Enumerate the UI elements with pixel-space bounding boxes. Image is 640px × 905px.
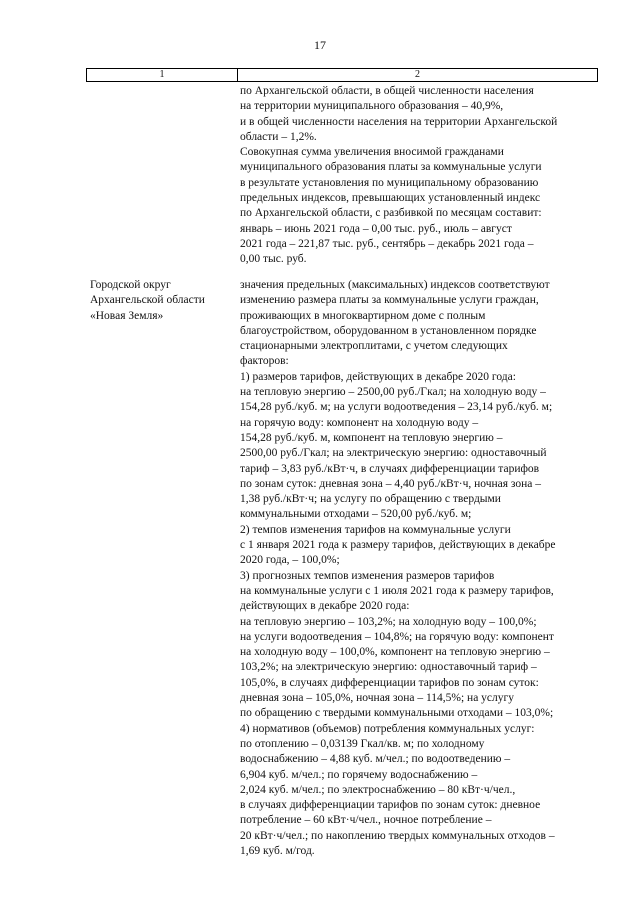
table-header-row bbox=[86, 68, 598, 82]
text-line: 154,28 руб./куб. м, компонент на тепловую энергию – bbox=[240, 431, 503, 444]
text-line: коммунальными отходами – 520,00 руб./куб. м; bbox=[240, 508, 472, 521]
text-line: проживающих в многоквартирном доме с полным bbox=[240, 309, 486, 322]
table-header-col2: 2 bbox=[415, 69, 420, 80]
municipality-name-line: «Новая Земля» bbox=[90, 309, 164, 322]
text-line: значения предельных (максимальных) индексов соответствуют bbox=[240, 279, 550, 291]
text-line: на территории муниципального образования – 40,9%, bbox=[240, 100, 504, 113]
row1-text-column bbox=[240, 84, 602, 268]
text-line: на тепловую энергию – 2500,00 руб./Гкал; на холодную воду – bbox=[240, 386, 546, 399]
text-line: на горячую воду: компонент на холодную воду – bbox=[240, 416, 479, 429]
text-line: на коммунальные услуги с 1 июля 2021 года к размеру тарифов, bbox=[240, 584, 554, 597]
text-line: 4) нормативов (объемов) потребления коммунальных услуг: bbox=[240, 722, 535, 735]
text-line: 2020 года, – 100,0%; bbox=[240, 554, 340, 567]
table-header-col1: 1 bbox=[87, 69, 238, 81]
text-line: водоснабжению – 4,88 куб. м/чел.; по водоотведению – bbox=[240, 753, 511, 766]
text-line: с 1 января 2021 года к размеру тарифов, действующих в декабре bbox=[240, 539, 556, 552]
text-line: изменению размера платы за коммунальные услуги граждан, bbox=[240, 294, 539, 307]
page-number: 17 bbox=[314, 38, 326, 52]
text-line: 1,69 куб. м/год. bbox=[240, 844, 315, 857]
text-line: благоустройством, оборудованном в установленном порядке bbox=[240, 324, 537, 337]
text-line: 2,024 куб. м/чел.; по электроснабжению – 80 кВт·ч/чел., bbox=[240, 783, 516, 796]
text-line: области – 1,2%. bbox=[240, 130, 317, 143]
text-line: на услуги водоотведения – 104,8%; на горячую воду: компонент bbox=[240, 630, 554, 643]
text-line: 2500,00 руб./Гкал; на электрическую энергию: одноставочный bbox=[240, 447, 547, 460]
text-line: 2) темпов изменения тарифов на коммунальные услуги bbox=[240, 523, 511, 536]
text-line: и в общей численности населения на территории Архангельской bbox=[240, 115, 558, 128]
text-line: 1) размеров тарифов, действующих в декабре 2020 года: bbox=[240, 370, 516, 383]
text-line: предельных индексов, превышающих установленный индекс bbox=[240, 192, 541, 205]
text-line: стационарными электроплитами, с учетом следующих bbox=[240, 340, 508, 353]
municipality-name-line: Городской округ bbox=[90, 279, 171, 291]
text-line: тариф – 3,83 руб./кВт·ч, в случаях дифференциации тарифов bbox=[240, 462, 540, 475]
text-line: 3) прогнозных темпов изменения размеров тарифов bbox=[240, 569, 495, 582]
text-line: 2021 года – 221,87 тыс. руб., сентябрь – декабрь 2021 года – bbox=[240, 237, 534, 250]
text-line: 105,0%, в случаях дифференциации тарифов по зонам суток: bbox=[240, 676, 539, 689]
text-line: на холодную воду – 100,0%, компонент на тепловую энергию – bbox=[240, 646, 550, 659]
row2-text-column bbox=[240, 278, 602, 859]
text-line: в случаях дифференциации тарифов по зонам суток: дневное bbox=[240, 799, 541, 812]
text-line: по обращению с твердыми коммунальными отходами – 103,0%; bbox=[240, 707, 554, 720]
text-line: Совокупная сумма увеличения вносимой гражданами bbox=[240, 146, 504, 159]
text-line: 6,904 куб. м/чел.; по горячему водоснабжению – bbox=[240, 768, 478, 781]
text-line: 103,2%; на электрическую энергию: одноставочный тариф – bbox=[240, 661, 537, 674]
text-line: действующих в декабре 2020 года: bbox=[240, 600, 410, 613]
text-line: муниципального образования платы за коммунальные услуги bbox=[240, 161, 542, 174]
text-line: по Архангельской области, в общей численности населения bbox=[240, 85, 534, 97]
text-line: по зонам суток: дневная зона – 4,40 руб./кВт·ч, ночная зона – bbox=[240, 477, 542, 490]
text-line: потребление – 60 кВт·ч/чел., ночное потребление – bbox=[240, 814, 492, 827]
text-line: 0,00 тыс. руб. bbox=[240, 253, 307, 266]
text-line: по отоплению – 0,03139 Гкал/кв. м; по холодному bbox=[240, 737, 485, 750]
text-line: январь – июнь 2021 года – 0,00 тыс. руб., июль – август bbox=[240, 222, 512, 235]
text-line: 1,38 руб./кВт·ч; на услугу по обращению с твердыми bbox=[240, 493, 501, 506]
text-line: в результате установления по муниципальному образованию bbox=[240, 176, 539, 189]
text-line: 154,28 руб./куб. м; на услуги водоотведения – 23,14 руб./куб. м; bbox=[240, 401, 553, 414]
text-line: 20 кВт·ч/чел.; по накоплению твердых коммунальных отходов – bbox=[240, 829, 555, 842]
text-line: факторов: bbox=[240, 355, 289, 368]
municipality-name-line: Архангельской области bbox=[90, 294, 205, 307]
text-line: по Архангельской области, с разбивкой по месяцам составит: bbox=[240, 207, 542, 220]
text-line: на тепловую энергию – 103,2%; на холодную воду – 100,0%; bbox=[240, 615, 537, 628]
row2-municipality-column bbox=[90, 278, 235, 324]
text-line: дневная зона – 105,0%, ночная зона – 114,5%; на услугу bbox=[240, 692, 514, 705]
